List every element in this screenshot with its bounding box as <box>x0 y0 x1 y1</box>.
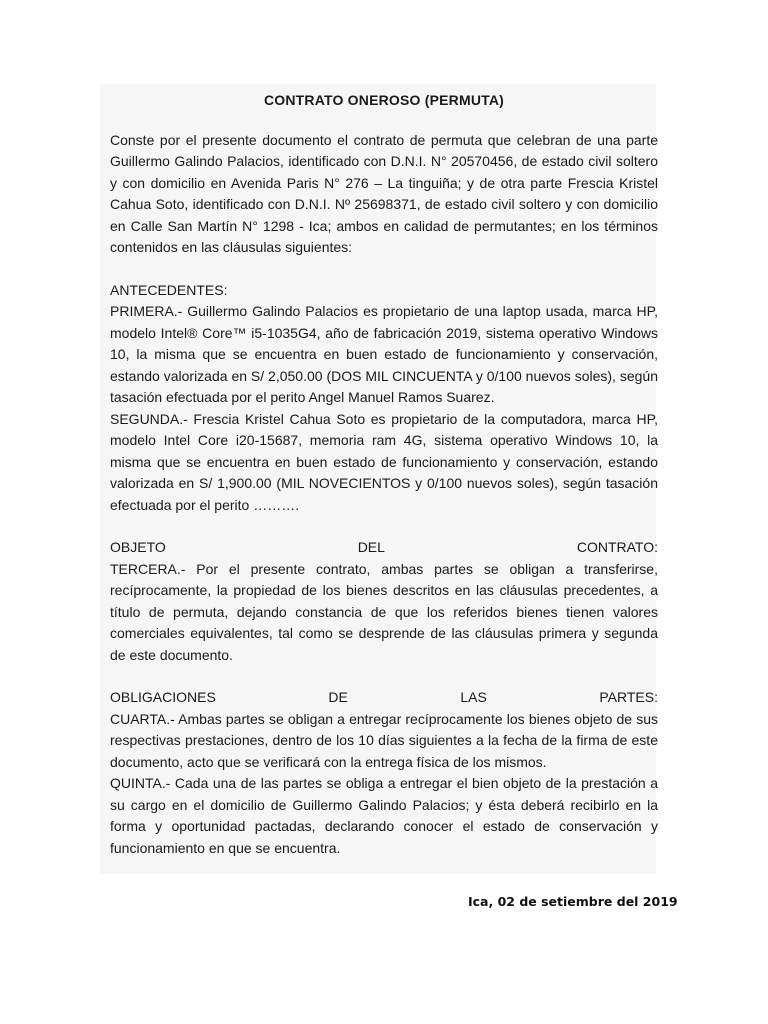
objeto-heading <box>110 537 658 559</box>
objeto-heading-word: OBJETO <box>110 539 166 555</box>
clause-tercera: TERCERA.- Por el presente contrato, ambas partes se obligan a transferirse, recíprocamente, la propiedad de los bienes descritos en las cláusulas precedentes, a título de permuta, dejando constancia de que los referidos bienes tienen valores comerciales equivalentes, tal como se desprende de las cláusulas primera y segunda de este documento. <box>110 560 658 663</box>
antecedentes-heading: ANTECEDENTES: <box>110 281 228 298</box>
spacer <box>110 516 658 537</box>
signature-date: Ica, 02 de setiembre del 2019 <box>468 894 678 909</box>
obligaciones-heading <box>110 687 658 709</box>
clause-primera: PRIMERA.- Guillermo Galindo Palacios es propietario de una laptop usada, marca HP, modelo Intel® Core™ i5-1035G4, año de fabricación 2019, sistema operativo Windows 10, la misma que se encuentra en buen estado de funcionamiento y conservación, estando valorizada en S/ 2,050.00 (DOS MIL CINCUENTA y 0/100 nuevos soles), según tasación efectuada por el perito Angel Manuel Ramos Suarez. <box>110 303 658 405</box>
document-title: CONTRATO ONEROSO (PERMUTA) <box>263 92 505 108</box>
objeto-heading-word: CONTRATO: <box>576 539 658 555</box>
obligaciones-heading-word: OBLIGACIONES <box>110 689 216 705</box>
intro-paragraph: Conste por el presente documento el contrato de permuta que celebran de una parte Guillermo Galindo Palacios, identificado con D.N.I. N° 20570456, de estado civil soltero y con domicilio en Avenida Paris N° 276 – La tinguiña; y de otra parte Frescia Kristel Cahua Soto, identificado con D.N.I. Nº 25698371, de estado civil soltero y con domicilio en Calle San Martín N° 1298 - Ica; ambos en calidad de permutantes; en los términos contenidos en las cláusulas siguientes: <box>110 131 658 255</box>
document-body <box>110 90 658 859</box>
clause-segunda: SEGUNDA.- Frescia Kristel Cahua Soto es propietario de la computadora, marca HP, modelo Intel Core i20-15687, memoria ram 4G, sistema operativo Windows 10, la misma que se encuentra en buen estado de funcionamiento y conservación, estando valorizada en S/ 1,900.00 (MIL NOVECIENTOS y 0/100 nuevos soles), según tasación efectuada por el perito ………. <box>110 410 658 513</box>
objeto-heading-word: DEL <box>357 539 385 555</box>
clause-cuarta: CUARTA.- Ambas partes se obligan a entregar recíprocamente los bienes objeto de sus respectivas prestaciones, dentro de los 10 días siguientes a la fecha de la firma de este documento, acto que se verificará con la entrega física de los mismos. <box>110 710 658 770</box>
clause-quinta: QUINTA.- Cada una de las partes se obliga a entregar el bien objeto de la prestación a su cargo en el domicilio de Guillermo Galindo Palacios; y ésta deberá recibirlo en la forma y oportunidad pactadas, declarando conocer el estado de conservación y funcionamiento en que se encuentra. <box>110 775 658 856</box>
obligaciones-heading-word: LAS <box>460 689 487 705</box>
spacer <box>110 259 658 280</box>
obligaciones-heading-word: PARTES: <box>599 689 658 705</box>
spacer <box>110 666 658 687</box>
obligaciones-heading-word: DE <box>328 689 348 705</box>
